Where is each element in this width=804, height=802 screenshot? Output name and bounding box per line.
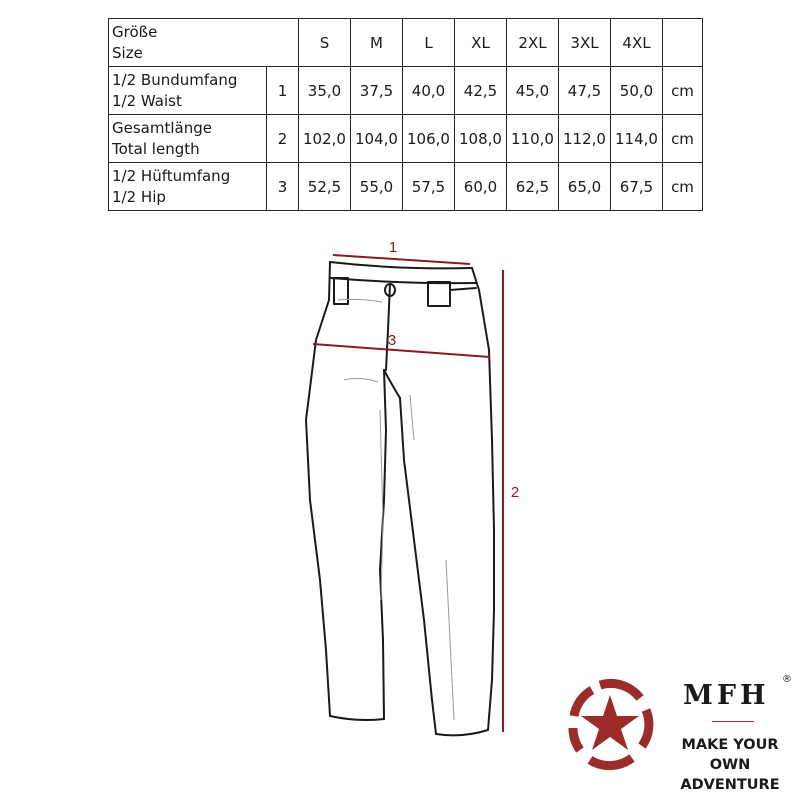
table-cell: 67,5 — [611, 163, 663, 211]
row-label-de: 1/2 Bundumfang — [112, 70, 238, 89]
brand-slogan — [660, 735, 800, 795]
row-label-en: 1/2 Hip — [112, 187, 166, 206]
table-cell: 42,5 — [455, 67, 507, 115]
size-header-xl: XL — [455, 19, 507, 67]
size-header-3xl: 3XL — [559, 19, 611, 67]
measure-line-waist — [333, 255, 470, 264]
table-cell: 45,0 — [507, 67, 559, 115]
table-cell: 106,0 — [403, 115, 455, 163]
size-header-m: M — [351, 19, 403, 67]
table-cell: 47,5 — [559, 67, 611, 115]
table-cell: 112,0 — [559, 115, 611, 163]
table-cell: 52,5 — [299, 163, 351, 211]
table-cell: 55,0 — [351, 163, 403, 211]
size-label-en: Size — [112, 43, 143, 62]
table-cell: 62,5 — [507, 163, 559, 211]
trousers-detail-lines — [338, 299, 454, 720]
measure-marker-3: 3 — [387, 332, 397, 349]
unit-cell: cm — [663, 67, 703, 115]
registered-mark: ® — [782, 674, 792, 685]
table-cell: 40,0 — [403, 67, 455, 115]
row-number: 3 — [267, 163, 299, 211]
table-cell: 110,0 — [507, 115, 559, 163]
table-cell: 114,0 — [611, 115, 663, 163]
row-label-de: Gesamtlänge — [112, 118, 212, 137]
size-header-s: S — [299, 19, 351, 67]
brand-divider — [712, 721, 754, 722]
measure-line-hip — [313, 344, 490, 357]
measure-marker-2: 2 — [510, 484, 520, 501]
row-label-en: 1/2 Waist — [112, 91, 182, 110]
table-cell: 102,0 — [299, 115, 351, 163]
unit-cell: cm — [663, 115, 703, 163]
trousers-outline — [306, 262, 494, 735]
table-cell: 35,0 — [299, 67, 351, 115]
mfh-star-logo-icon — [562, 676, 658, 772]
size-header-l: L — [403, 19, 455, 67]
row-label-en: Total length — [112, 139, 200, 158]
table-cell: 104,0 — [351, 115, 403, 163]
table-cell: 65,0 — [559, 163, 611, 211]
size-header-2xl: 2XL — [507, 19, 559, 67]
table-cell: 108,0 — [455, 115, 507, 163]
table-cell: 50,0 — [611, 67, 663, 115]
table-cell: 57,5 — [403, 163, 455, 211]
table-cell: 37,5 — [351, 67, 403, 115]
row-label-de: 1/2 Hüftumfang — [112, 166, 231, 185]
measure-marker-1: 1 — [388, 239, 398, 256]
unit-cell: cm — [663, 163, 703, 211]
table-cell: 60,0 — [455, 163, 507, 211]
brand-name: MFH — [683, 680, 770, 711]
slogan-line-1: MAKE YOUR OWN — [681, 737, 779, 773]
row-number: 1 — [267, 67, 299, 115]
row-number: 2 — [267, 115, 299, 163]
size-label-de: Größe — [112, 22, 158, 41]
size-header-4xl: 4XL — [611, 19, 663, 67]
slogan-line-2: ADVENTURE — [680, 777, 780, 793]
